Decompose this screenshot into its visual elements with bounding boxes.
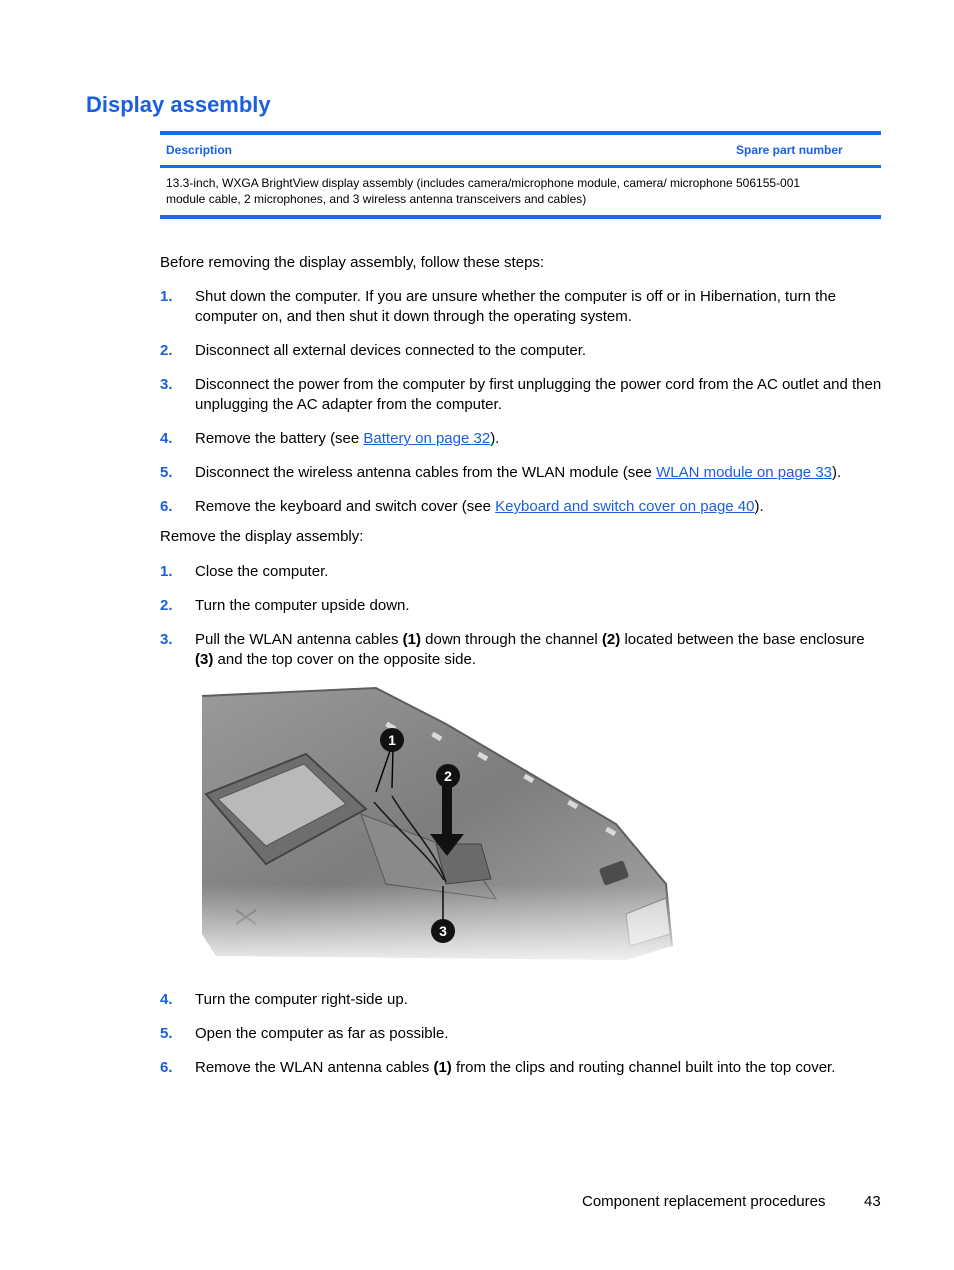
step-text-part: and the top cover on the opposite side. bbox=[213, 651, 477, 668]
step-number: 2. bbox=[160, 342, 173, 359]
wlan-module-link[interactable]: WLAN module on page 33 bbox=[656, 464, 833, 481]
intro-paragraph: Before removing the display assembly, follow these steps: bbox=[160, 254, 545, 271]
step-text: Open the computer as far as possible. bbox=[195, 1025, 449, 1042]
step-text: Shut down the computer. If you are unsure whether the computer is off or in Hibernation, turn the computer on, and then shut it down through the operating system. bbox=[195, 288, 836, 325]
callout-3-icon bbox=[431, 919, 455, 943]
step-text-part: down through the channel bbox=[420, 631, 602, 648]
step-text bbox=[195, 630, 884, 670]
step-number: 5. bbox=[160, 1025, 173, 1042]
step-text-part: ). bbox=[490, 430, 500, 447]
list-item bbox=[160, 1024, 884, 1044]
step-text-part: from the clips and routing channel built into the top cover. bbox=[451, 1059, 836, 1076]
cell-spare-part-number: 506155-001 bbox=[736, 176, 801, 190]
prep-steps-list bbox=[160, 287, 884, 517]
callout-3-label: 3 bbox=[439, 923, 447, 939]
footer-section-title: Component replacement procedures bbox=[582, 1193, 826, 1210]
step-number: 2. bbox=[160, 597, 173, 614]
step-text: Disconnect all external devices connected to the computer. bbox=[195, 342, 587, 359]
step-number: 4. bbox=[160, 991, 173, 1008]
step-text-part: ). bbox=[754, 498, 764, 515]
callout-ref: (1) bbox=[433, 1059, 452, 1076]
step-number: 3. bbox=[160, 631, 173, 648]
list-item bbox=[160, 596, 884, 616]
page-title: Display assembly bbox=[86, 92, 271, 117]
list-item bbox=[160, 429, 884, 449]
callout-ref: (3) bbox=[195, 651, 214, 668]
step-text-part: ). bbox=[832, 464, 842, 481]
step-text-part: Pull the WLAN antenna cables bbox=[195, 631, 403, 648]
table-row bbox=[160, 168, 881, 215]
table-header-row bbox=[160, 135, 881, 168]
step-text: Turn the computer upside down. bbox=[195, 597, 410, 614]
step-number: 6. bbox=[160, 1059, 173, 1076]
callout-ref: (1) bbox=[402, 631, 421, 648]
step-text: Disconnect the power from the computer by first unplugging the power cord from the AC outlet and then unplugging the AC adapter from the computer. bbox=[195, 376, 882, 413]
footer-page-number: 43 bbox=[864, 1193, 881, 1210]
callout-ref: (2) bbox=[601, 631, 621, 648]
step-number: 6. bbox=[160, 498, 173, 515]
step-text bbox=[195, 497, 884, 517]
list-item bbox=[160, 341, 884, 361]
step-text bbox=[195, 429, 884, 449]
list-item bbox=[160, 497, 884, 517]
cell-description: 13.3-inch, WXGA BrightView display assembly (includes camera/microphone module, camera/ microphone module cable, 2 microphones, and 3 wireless antenna transceivers and cables) bbox=[166, 176, 733, 206]
step-text bbox=[195, 1058, 884, 1078]
laptop-underside-figure bbox=[196, 684, 676, 966]
callout-2-label: 2 bbox=[444, 768, 452, 784]
step-number: 1. bbox=[160, 563, 173, 580]
step-text-part: Remove the keyboard and switch cover (see bbox=[195, 498, 496, 515]
step-text bbox=[195, 463, 884, 483]
step-number: 5. bbox=[160, 464, 173, 481]
battery-link[interactable]: Battery on page 32 bbox=[363, 430, 491, 447]
remove-steps-list-b bbox=[160, 990, 884, 1078]
callout-1-label: 1 bbox=[388, 732, 396, 748]
step-text: Close the computer. bbox=[195, 563, 329, 580]
list-item bbox=[160, 287, 884, 327]
callout-2-icon bbox=[436, 764, 460, 788]
step-number: 4. bbox=[160, 430, 173, 447]
remove-intro-paragraph: Remove the display assembly: bbox=[160, 528, 364, 545]
step-text-part: located between the base enclosure bbox=[620, 631, 865, 648]
callout-1-icon bbox=[380, 728, 404, 752]
step-text-part: Disconnect the wireless antenna cables from the WLAN module (see bbox=[195, 464, 657, 481]
list-item bbox=[160, 375, 884, 415]
list-item bbox=[160, 463, 884, 483]
step-number: 3. bbox=[160, 376, 173, 393]
column-header-spare-part-number: Spare part number bbox=[736, 143, 843, 157]
step-text-part: Remove the WLAN antenna cables bbox=[195, 1059, 434, 1076]
column-header-description: Description bbox=[166, 143, 233, 157]
list-item bbox=[160, 990, 884, 1010]
keyboard-switch-cover-link[interactable]: Keyboard and switch cover on page 40 bbox=[495, 498, 755, 515]
list-item bbox=[160, 1058, 884, 1078]
step-text-part: Remove the battery (see bbox=[195, 430, 364, 447]
spare-parts-table bbox=[160, 131, 881, 219]
list-item bbox=[160, 630, 884, 670]
list-item bbox=[160, 562, 884, 582]
step-text: Turn the computer right-side up. bbox=[195, 991, 408, 1008]
remove-steps-list-a bbox=[160, 562, 884, 670]
step-number: 1. bbox=[160, 288, 173, 305]
